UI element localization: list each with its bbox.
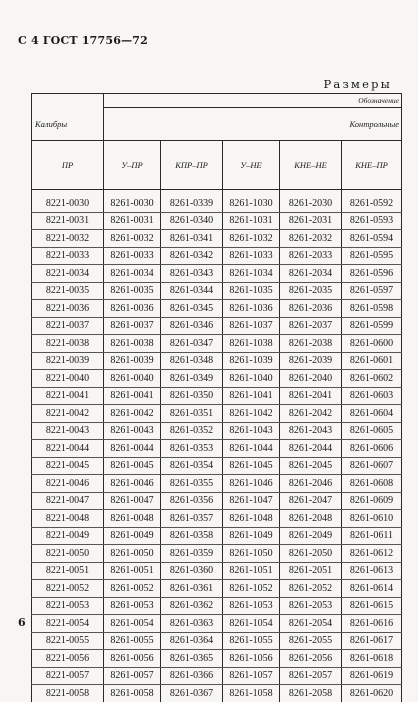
table-cell: 8261-0038 <box>104 335 161 353</box>
table-cell: 8261-0359 <box>161 545 223 563</box>
table-cell: 8261-1040 <box>223 370 280 388</box>
table-cell: 8261-0601 <box>342 352 402 370</box>
table-cell: 8261-2047 <box>280 492 342 510</box>
table-cell: 8261-0342 <box>161 247 223 265</box>
table-cell: 8261-1044 <box>223 440 280 458</box>
table-cell: 8261-1042 <box>223 405 280 423</box>
table-cell: 8261-0347 <box>161 335 223 353</box>
table-row <box>32 457 402 475</box>
table-cell: 8261-1034 <box>223 265 280 283</box>
table-cell: 8261-0047 <box>104 492 161 510</box>
table-cell: 8261-0044 <box>104 440 161 458</box>
table-cell: 8261-0619 <box>342 667 402 685</box>
table-cell: 8261-0360 <box>161 562 223 580</box>
table-cell: 8261-0053 <box>104 597 161 615</box>
table-cell: 8221-0037 <box>32 317 104 335</box>
table-cell: 8221-0046 <box>32 475 104 493</box>
table-cell: 8261-1031 <box>223 212 280 230</box>
table-cell: 8261-0043 <box>104 422 161 440</box>
table-cell: 8261-0341 <box>161 230 223 248</box>
table-cell: 8261-2043 <box>280 422 342 440</box>
table-cell: 8261-0596 <box>342 265 402 283</box>
table-cell: 8261-2042 <box>280 405 342 423</box>
table-cell: 8261-0049 <box>104 527 161 545</box>
table-cell: 8261-0356 <box>161 492 223 510</box>
table-cell: 8261-0613 <box>342 562 402 580</box>
table-row <box>32 615 402 633</box>
table-cell: 8221-0033 <box>32 247 104 265</box>
table-cell: 8261-0040 <box>104 370 161 388</box>
header-corner <box>32 94 104 108</box>
table-cell: 8221-0035 <box>32 282 104 300</box>
table-row <box>32 475 402 493</box>
calibers-header: Калибры <box>32 108 104 141</box>
table-row <box>32 545 402 563</box>
table-cell: 8261-0033 <box>104 247 161 265</box>
dimensions-table-container <box>31 93 401 702</box>
table-cell: 8221-0053 <box>32 597 104 615</box>
table-cell: 8261-1048 <box>223 510 280 528</box>
table-cell: 8261-0600 <box>342 335 402 353</box>
table-cell: 8261-0361 <box>161 580 223 598</box>
table-row <box>32 632 402 650</box>
table-cell: 8261-0599 <box>342 317 402 335</box>
table-cell: 8261-2048 <box>280 510 342 528</box>
table-cell: 8261-2049 <box>280 527 342 545</box>
table-cell: 8261-2054 <box>280 615 342 633</box>
table-cell: 8261-2037 <box>280 317 342 335</box>
table-row <box>32 282 402 300</box>
table-cell: 8221-0041 <box>32 387 104 405</box>
table-cell: 8261-0608 <box>342 475 402 493</box>
table-cell: 8221-0054 <box>32 615 104 633</box>
table-cell: 8221-0040 <box>32 370 104 388</box>
table-row <box>32 352 402 370</box>
table-cell: 8261-0366 <box>161 667 223 685</box>
table-row <box>32 317 402 335</box>
table-cell: 8261-0353 <box>161 440 223 458</box>
table-row <box>32 370 402 388</box>
table-cell: 8261-0054 <box>104 615 161 633</box>
column-headers <box>32 141 402 190</box>
table-cell: 8261-0050 <box>104 545 161 563</box>
table-cell: 8261-0592 <box>342 195 402 212</box>
table-cell: 8261-0030 <box>104 195 161 212</box>
table-cell: 8261-0606 <box>342 440 402 458</box>
table-row <box>32 440 402 458</box>
table-cell: 8221-0049 <box>32 527 104 545</box>
table-row <box>32 405 402 423</box>
table-cell: 8261-1038 <box>223 335 280 353</box>
table-row <box>32 247 402 265</box>
table-row <box>32 300 402 318</box>
table-cell: 8261-0364 <box>161 632 223 650</box>
table-row <box>32 650 402 668</box>
table-cell: 8261-2038 <box>280 335 342 353</box>
table-cell: 8261-2056 <box>280 650 342 668</box>
table-cell: 8261-1050 <box>223 545 280 563</box>
table-cell: 8261-0344 <box>161 282 223 300</box>
table-cell: 8261-0056 <box>104 650 161 668</box>
table-cell: 8261-0598 <box>342 300 402 318</box>
table-cell: 8261-0042 <box>104 405 161 423</box>
table-cell: 8221-0045 <box>32 457 104 475</box>
table-cell: 8261-2030 <box>280 195 342 212</box>
table-cell: 8261-0351 <box>161 405 223 423</box>
table-cell: 8261-2036 <box>280 300 342 318</box>
table-cell: 8261-0611 <box>342 527 402 545</box>
table-cell: 8261-0358 <box>161 527 223 545</box>
column-header: КНЕ–ПР <box>342 141 402 190</box>
table-cell: 8261-0052 <box>104 580 161 598</box>
table-cell: 8261-1056 <box>223 650 280 668</box>
table-cell: 8221-0050 <box>32 545 104 563</box>
table-cell: 8261-2039 <box>280 352 342 370</box>
table-row <box>32 335 402 353</box>
table-cell: 8261-2045 <box>280 457 342 475</box>
table-cell: 8261-0041 <box>104 387 161 405</box>
table-row <box>32 667 402 685</box>
table-cell: 8261-0594 <box>342 230 402 248</box>
table-cell: 8261-1047 <box>223 492 280 510</box>
table-cell: 8261-1046 <box>223 475 280 493</box>
table-cell: 8261-0048 <box>104 510 161 528</box>
table-cell: 8261-0610 <box>342 510 402 528</box>
table-cell: 8261-2044 <box>280 440 342 458</box>
table-cell: 8261-0615 <box>342 597 402 615</box>
table-cell: 8261-2053 <box>280 597 342 615</box>
table-cell: 8261-2033 <box>280 247 342 265</box>
table-cell: 8221-0048 <box>32 510 104 528</box>
table-cell: 8221-0034 <box>32 265 104 283</box>
table-cell: 8261-0363 <box>161 615 223 633</box>
table-cell: 8261-0058 <box>104 685 161 702</box>
table-cell: 8261-2052 <box>280 580 342 598</box>
table-cell: 8261-1030 <box>223 195 280 212</box>
table-cell: 8261-0354 <box>161 457 223 475</box>
table-cell: 8261-2041 <box>280 387 342 405</box>
table-cell: 8261-0614 <box>342 580 402 598</box>
designation-header: Обозначение <box>104 94 402 108</box>
table-cell: 8261-0616 <box>342 615 402 633</box>
table-cell: 8261-1033 <box>223 247 280 265</box>
table-cell: 8221-0039 <box>32 352 104 370</box>
table-cell: 8261-1052 <box>223 580 280 598</box>
table-cell: 8261-0367 <box>161 685 223 702</box>
table-header <box>32 94 402 190</box>
table-cell: 8261-0607 <box>342 457 402 475</box>
table-cell: 8261-1032 <box>223 230 280 248</box>
table-cell: 8221-0031 <box>32 212 104 230</box>
table-cell: 8261-2035 <box>280 282 342 300</box>
table-row <box>32 527 402 545</box>
table-cell: 8261-0620 <box>342 685 402 702</box>
table-cell: 8261-0057 <box>104 667 161 685</box>
page-header: С 4 ГОСТ 17756—72 <box>18 34 148 47</box>
table-row <box>32 195 402 212</box>
table-row <box>32 562 402 580</box>
table-cell: 8261-0609 <box>342 492 402 510</box>
control-header: Контрольные <box>104 108 402 141</box>
column-header: У–ПР <box>104 141 161 190</box>
table-row <box>32 265 402 283</box>
table-cell: 8261-0595 <box>342 247 402 265</box>
table-cell: 8261-0034 <box>104 265 161 283</box>
column-header: КПР–ПР <box>161 141 223 190</box>
table-cell: 8261-2034 <box>280 265 342 283</box>
table-row <box>32 510 402 528</box>
table-cell: 8261-2046 <box>280 475 342 493</box>
table-cell: 8261-1036 <box>223 300 280 318</box>
table-cell: 8261-0348 <box>161 352 223 370</box>
table-cell: 8261-1054 <box>223 615 280 633</box>
table-cell: 8221-0047 <box>32 492 104 510</box>
table-cell: 8261-0357 <box>161 510 223 528</box>
table-cell: 8261-0046 <box>104 475 161 493</box>
table-row <box>32 597 402 615</box>
table-cell: 8261-0349 <box>161 370 223 388</box>
table-cell: 8221-0057 <box>32 667 104 685</box>
table-cell: 8261-1055 <box>223 632 280 650</box>
table-cell: 8261-0037 <box>104 317 161 335</box>
table-body <box>32 195 402 702</box>
table-cell: 8261-2055 <box>280 632 342 650</box>
table-cell: 8261-0618 <box>342 650 402 668</box>
table-cell: 8261-0604 <box>342 405 402 423</box>
table-cell: 8261-0031 <box>104 212 161 230</box>
table-cell: 8261-2057 <box>280 667 342 685</box>
table-cell: 8261-1053 <box>223 597 280 615</box>
table-cell: 8261-0617 <box>342 632 402 650</box>
table-cell: 8261-0055 <box>104 632 161 650</box>
table-cell: 8221-0052 <box>32 580 104 598</box>
page-number: 6 <box>18 616 26 629</box>
table-cell: 8261-1039 <box>223 352 280 370</box>
table-cell: 8261-2051 <box>280 562 342 580</box>
table-cell: 8261-0593 <box>342 212 402 230</box>
table-cell: 8261-1058 <box>223 685 280 702</box>
table-row <box>32 387 402 405</box>
table-cell: 8221-0043 <box>32 422 104 440</box>
table-cell: 8261-0340 <box>161 212 223 230</box>
table-cell: 8221-0030 <box>32 195 104 212</box>
table-cell: 8261-0343 <box>161 265 223 283</box>
table-cell: 8261-0612 <box>342 545 402 563</box>
table-row <box>32 580 402 598</box>
table-cell: 8261-0605 <box>342 422 402 440</box>
table-cell: 8261-1051 <box>223 562 280 580</box>
table-cell: 8221-0036 <box>32 300 104 318</box>
table-cell: 8261-2058 <box>280 685 342 702</box>
table-cell: 8261-1057 <box>223 667 280 685</box>
table-cell: 8261-0350 <box>161 387 223 405</box>
table-row <box>32 685 402 702</box>
table-cell: 8221-0038 <box>32 335 104 353</box>
table-cell: 8261-0032 <box>104 230 161 248</box>
table-cell: 8261-0345 <box>161 300 223 318</box>
table-row <box>32 422 402 440</box>
column-header: У–НЕ <box>223 141 280 190</box>
table-cell: 8261-0597 <box>342 282 402 300</box>
table-cell: 8261-0602 <box>342 370 402 388</box>
table-cell: 8261-0036 <box>104 300 161 318</box>
table-cell: 8261-2031 <box>280 212 342 230</box>
table-cell: 8261-1035 <box>223 282 280 300</box>
table-cell: 8221-0032 <box>32 230 104 248</box>
table-cell: 8261-0045 <box>104 457 161 475</box>
table-cell: 8261-0352 <box>161 422 223 440</box>
table-cell: 8261-0051 <box>104 562 161 580</box>
table-cell: 8261-0603 <box>342 387 402 405</box>
table-cell: 8261-1037 <box>223 317 280 335</box>
table-cell: 8221-0051 <box>32 562 104 580</box>
table-row <box>32 212 402 230</box>
table-cell: 8261-0039 <box>104 352 161 370</box>
table-cell: 8261-2050 <box>280 545 342 563</box>
dimensions-table <box>31 93 402 702</box>
table-cell: 8221-0042 <box>32 405 104 423</box>
table-cell: 8261-0355 <box>161 475 223 493</box>
table-cell: 8261-1041 <box>223 387 280 405</box>
table-cell: 8261-0346 <box>161 317 223 335</box>
column-header: КНЕ–НЕ <box>280 141 342 190</box>
table-cell: 8261-0365 <box>161 650 223 668</box>
table-cell: 8221-0056 <box>32 650 104 668</box>
table-cell: 8221-0044 <box>32 440 104 458</box>
section-title: Размеры <box>323 77 392 91</box>
table-cell: 8221-0058 <box>32 685 104 702</box>
table-cell: 8261-1043 <box>223 422 280 440</box>
table-cell: 8261-2032 <box>280 230 342 248</box>
table-cell: 8221-0055 <box>32 632 104 650</box>
table-cell: 8261-0339 <box>161 195 223 212</box>
table-cell: 8261-2040 <box>280 370 342 388</box>
table-cell: 8261-1049 <box>223 527 280 545</box>
table-cell: 8261-0362 <box>161 597 223 615</box>
table-cell: 8261-0035 <box>104 282 161 300</box>
table-row <box>32 492 402 510</box>
table-cell: 8261-1045 <box>223 457 280 475</box>
table-row <box>32 230 402 248</box>
column-header: ПР <box>32 141 104 190</box>
